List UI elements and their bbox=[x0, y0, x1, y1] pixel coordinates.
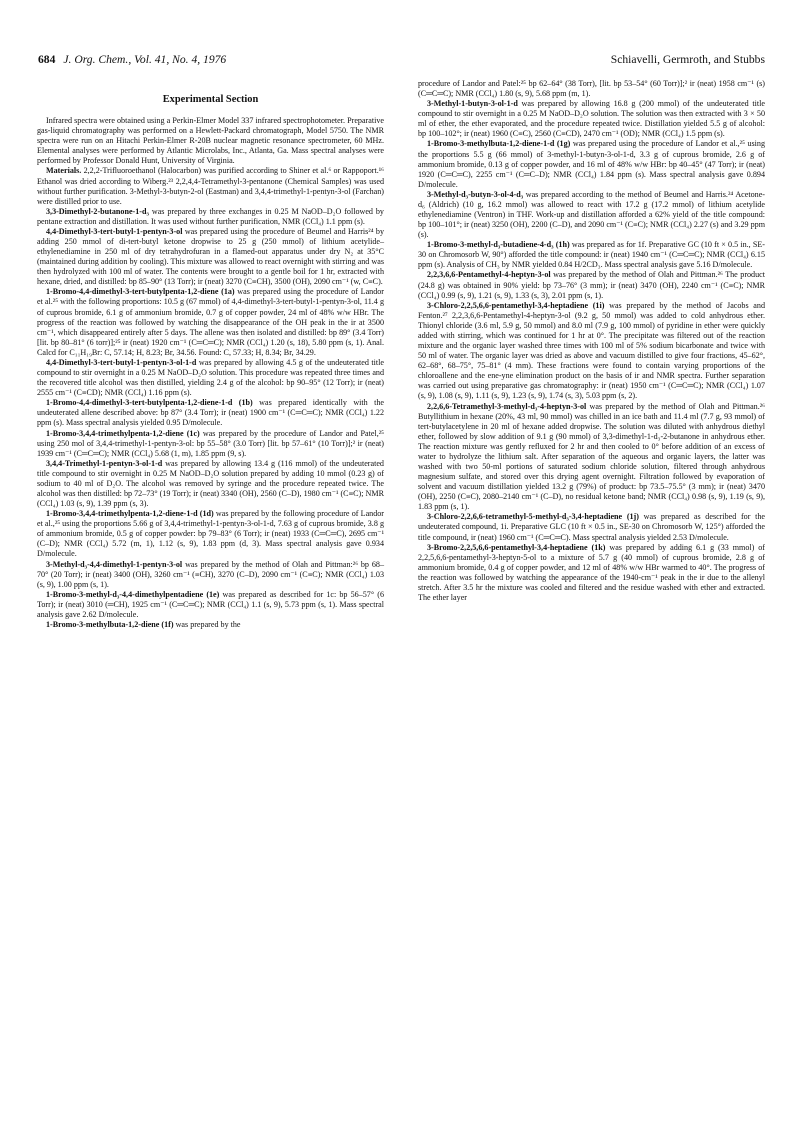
compound-name: 1-Bromo-3,4,4-trimethylpenta-1,2-diene (1c) bbox=[46, 428, 200, 438]
paragraph-text: was prepared using the procedure of Landor et al.,²⁵ using the proportions 5.5 g (66 mmol) of 3-methyl-1-butyn-3-ol-1-d, 3.3 g of cuprous bromide, 2.6 g of ammonium bromide, 0.13 g of copper powder, and 16 ml of 48% w/w HBr: bp 40–45° (47 Torr); ir (neat) 1920 (C═C═C), 2255 cm⁻¹ (C═C–D); NMR (CCl₄) 1.84 ppm (s). Mass spectral analysis gave 0.894 D/molecule. bbox=[418, 139, 765, 189]
compound-name: 4,4-Dimethyl-3-tert-butyl-1-pentyn-3-ol bbox=[46, 226, 183, 236]
paragraph-text: was prepared identically with the undeuterated allene described above: bp 87° (3.4 Torr); ir (neat) 1900 cm⁻¹ (C═C═C); NMR (CCl₄) 1.22 ppm (s). Mass spectral analysis yielded 0.95 D/molecule. bbox=[37, 398, 384, 428]
paragraph bbox=[418, 512, 765, 542]
page-number: 684 bbox=[38, 53, 56, 66]
paragraph bbox=[418, 240, 765, 270]
paragraph bbox=[37, 429, 384, 459]
compound-name: 1-Bromo-4,4-dimethyl-3-tert-butylpenta-1,2-diene (1a) bbox=[46, 287, 235, 297]
compound-name: 3-Chloro-2,2,5,6,6-pentamethyl-3,4-heptadiene (1i) bbox=[427, 300, 605, 310]
paragraph-text: procedure of Landor and Patel:²⁵ bp 62–64° (38 Torr), [lit. bp 53–54° (60 Torr)];² ir (neat) 1958 cm⁻¹ (s) (C═C═C); NMR (CCl₄) 1.80 (s, 9), 5.68 ppm (m, 1). bbox=[418, 79, 765, 99]
paragraph-text: was prepared by adding 6.1 g (33 mmol) of 2,2,5,6,6-pentamethyl-3-heptyn-5-ol to a mixture of 5.7 g (40 mmol) of cuprous bromide, 2.8 g of ammonium bromide, 0.4 g of copper powder, and 12 ml of 48% w/w HBr warmed to 40°. The progress of the reaction was followed by watching the appearance of the 1940-cm⁻¹ peak in the ir due to the allenyl stretch. After 3.5 hr the mixture was cooled and filtered and the residue washed with ether and extracted. The ether layer bbox=[418, 542, 765, 602]
compound-name: 1-Bromo-3-methyl-d₃-4,4-dimethylpentadiene (1e) bbox=[46, 589, 220, 599]
paragraph-text: was prepared by allowing 4.5 g of the undeuterated title compound to stir overnight in a 0.25 M NaOD–D₂O solution. This procedure was repeated three times and the recovered title alcohol was then distilled, yielding 2.4 g of the alcohol: bp 90–95° (12 Torr); ir (neat) 2555 cm⁻¹ (C≡CD); NMR (CCl₄) 1.16 ppm (s). bbox=[37, 357, 384, 398]
paragraph bbox=[418, 543, 765, 603]
paragraph bbox=[37, 560, 384, 590]
compound-name: 4,4-Dimethyl-3-tert-butyl-1-pentyn-3-ol-1-d bbox=[46, 357, 197, 367]
compound-name: 3-Methyl-d₃-butyn-3-ol-4-d₃ bbox=[427, 189, 524, 199]
paragraph bbox=[37, 207, 384, 227]
compound-name: 3-Methyl-1-butyn-3-ol-1-d bbox=[427, 99, 518, 109]
header-authors: Schiavelli, Germroth, and Stubbs bbox=[610, 53, 765, 66]
paragraph bbox=[37, 287, 384, 358]
left-column-body bbox=[37, 116, 384, 630]
paragraph-text: was prepared using the procedure of Beumel and Harris²⁴ by adding 250 mmol of di-tert-butyl ketone dropwise to 25 g (250 mmol) of lithium acetylide–ethylenediamine in 250 ml of dry tetrahydrofuran in a flamed-out apparatus under dry N₂ at 35°C (maintained during addition by cooling). This mixture was allowed to react overnight with stirring and was then hydrolyzed with 100 ml of water. The contents were brought to a gentle boil for 1 hr, extracted with hexane, dried, and distilled: bp 85–90° (13 Torr); ir (neat) 3270 (C≡CH), 3500 (OH), 2090 cm⁻¹ (w, C≡C). bbox=[37, 226, 384, 287]
section-title: Experimental Section bbox=[162, 94, 259, 105]
paragraph bbox=[418, 270, 765, 300]
paragraph-text: was prepared by the procedure of Landor and Patel,²⁵ using 250 mol of 3,4,4-trimethyl-1-pentyn-3-ol: bp 55–58° (3.0 Torr) [lit. bp 57–61° (10 Torr)];² ir (neat) 1939 cm⁻¹ (C═C═C); NMR (CCl₄) 5.68 (1, m), 1.85 ppm (9, s). bbox=[37, 428, 384, 458]
running-header bbox=[38, 53, 765, 69]
paragraph bbox=[418, 99, 765, 139]
paragraph bbox=[37, 459, 384, 509]
paragraph bbox=[418, 79, 765, 99]
paragraph-text: was prepared as for 1f. Preparative GC (10 ft × 0.5 in., SE-30 on Chromosorb W, 90°) afforded the title compound: ir (neat) 1940 cm⁻¹ (C═C═C); NMR (CCl₄) 6.15 ppm (s). Analysis of CH₃ by NMR yielded 0.84 H/2CD₃. Mass spectral analysis gave 5.16 D/molecule. bbox=[418, 240, 766, 270]
paragraph-text: 2,2,2-Trifluoroethanol (Halocarbon) was purified according to Shiner et al.⁶ or Rappoport.¹⁶ Ethanol was dried according to Wiberg.²³ 2,2,4,4-Tetramethyl-3-pentanone (Chemical Samples) was used without further purification. 3-Methyl-3-butyn-2-ol (Eastman) and 3,4,4-trimethyl-1-pentyn-3-ol (Farchan) were distilled prior to use. bbox=[37, 166, 384, 206]
paragraph-text: was prepared as described for 1c: bp 56–57° (6 Torr); ir (neat) 3010 (═CH), 1925 cm⁻¹ (C═C═C); NMR (CCl₄) 1.1 (s, 9), 5.73 ppm (s, 1). Mass spectral analysis gave 2.62 D/molecule. bbox=[37, 589, 384, 619]
compound-name: 1-Bromo-3-methyl-d₃-butadiene-4-d₃ (1h) bbox=[427, 240, 570, 250]
compound-name: 1-Bromo-4,4-dimethyl-3-tert-butylpenta-1,2-diene-1-d (1b) bbox=[46, 398, 253, 408]
paragraph-text: was prepared by the following procedure of Landor et al.,²⁵ using the proportions 5.66 g of 3,4,4-trimethyl-1-pentyn-3-ol-1-d, 7.63 g of cuprous bromide, 3.8 g of ammonium bromide, 0.5 g of copper powder: bp 79–83° (6 Torr); ir (neat) 1933 (C═C═C), 2695 cm⁻¹ (C–D); NMR (CCl₄) 5.72 (m, 1), 1.12 (s, 9), 1.83 ppm (d, 3). Mass spectral analysis gave 0.934 D/molecule. bbox=[37, 509, 384, 559]
paragraph-text: was prepared by the bbox=[175, 619, 241, 629]
paragraph bbox=[37, 590, 384, 620]
left-column bbox=[37, 79, 384, 630]
paragraph bbox=[37, 620, 384, 630]
paragraph bbox=[418, 139, 765, 189]
paragraph bbox=[418, 402, 765, 513]
paragraph bbox=[418, 190, 765, 240]
paragraph bbox=[37, 166, 384, 206]
right-column-body bbox=[418, 79, 765, 603]
paragraph bbox=[418, 301, 765, 402]
paragraph bbox=[37, 509, 384, 559]
paragraph bbox=[37, 358, 384, 398]
compound-name: 2,2,3,6,6-Pentamethyl-4-heptyn-3-ol bbox=[427, 270, 551, 280]
compound-name: 1-Bromo-3,4,4-trimethylpenta-1,2-diene-1-d (1d) bbox=[46, 509, 214, 519]
compound-name: 3,3-Dimethyl-2-butanone-1-d₃ bbox=[46, 206, 149, 216]
journal-citation: J. Org. Chem., Vol. 41, No. 4, 1976 bbox=[63, 53, 227, 66]
paragraph-text: Infrared spectra were obtained using a Perkin-Elmer Model 337 infrared spectrophotometer. Preparative gas-liquid chromatography was performed on a Hewlett-Packard chromatograph, Model 5750. The NMR spectra were run on an Hitachi Perkin-Elmer R-20B nuclear magnetic resonance spectrometer, 60 MHz. Elemental analyses were performed by Atlantic Microlabs, Inc., Atlanta, Ga. Mass spectral analyses were performed by Professor Donald Hunt, University of Virginia. bbox=[37, 116, 384, 166]
compound-name: 3-Bromo-2,2,5,6,6-pentamethyl-3,4-heptadiene (1k) bbox=[427, 542, 606, 552]
compound-name: 1-Bromo-3-methylbuta-1,2-diene (1f) bbox=[46, 619, 174, 629]
compound-name: Materials. bbox=[46, 166, 82, 176]
right-column bbox=[418, 79, 765, 603]
paragraph-text: was prepared using the procedure of Landor et al.²⁵ with the following proportions: 10.5 g (67 mmol) of 4,4-dimethyl-3-tert-butyl-1-pentyn-3-ol, 11.4 g of cuprous bromide, 6.1 g of ammonium bromide, 0.7 g of copper powder, 24 ml of 48% w/w HBr. The progress of the reaction was followed by watching the disappearance of the OH peak in the ir at 3500 cm⁻¹, which disappeared entirely after 5 days. The allene was then isolated and distilled: bp 89° (3.4 Torr) [lit. bp 80–81° (6 torr)];²⁵ ir (neat) 1920 cm⁻¹ (C═C═C); NMR (CCl₄) 1.20 (s, 18), 5.80 ppm (s, 1). Anal. Calcd for C₁₁H₁₉Br: C, 57.14; H, 8.23; Br, 34.56. Found: C, 57.33; H, 8.34; Br, 34.29. bbox=[37, 287, 385, 357]
paragraph-text: was prepared by the method of Olah and Pittman.²⁶ The product (24.8 g) was obtained in 90% yield: bp 73–76° (3 mm); ir (neat) 3470 (OH), 2240 cm⁻¹ (C≡C); NMR (CCl₄) 0.99 (s, 9), 1.21 (s, 9), 1.33 (s, 3), 2.01 ppm (s, 1). bbox=[418, 270, 765, 300]
paragraph-text: was prepared by allowing 13.4 g (116 mmol) of the undeuterated title compound to stir overnight in 0.25 M NaOD–D₂O solution prepared by adding 10 mmol (0.23 g) of sodium to 40 ml of D₂O. The alcohol was removed by syringe and the procedure repeated twice. The alcohol was then distilled: bp 72–73° (19 Torr); ir (neat) 3340 (OH), 2560 (C–D), 1980 cm⁻¹ (C≡C); NMR (CCl₄) 1.03 (s, 9), 1.39 ppm (s, 3). bbox=[37, 458, 384, 509]
paragraph bbox=[37, 398, 384, 428]
paragraph-text: was prepared by three exchanges in 0.25 M NaOD–D₂O followed by pentane extraction and distillation. It was used without further purification, NMR (CCl₄) 1.1 ppm (s). bbox=[37, 206, 384, 226]
paragraph-text: was prepared by the method of Olah and Pittman.²⁶ Butyllithium in hexane (20%, 43 ml, 90 mmol) was chilled in an ice bath and 11.4 ml (7.7 g, 93 mmol) of tert-butylacetylene in 20 ml of hexane added dropwise. The solution was diluted with anhydrous diethyl ether, followed by slow addition of 9.1 g (90 mmol) of 3,3-dimethyl-1-d₃-2-butanone in anhydrous ether. The reaction mixture was gently refluxed for 2 hr and then cooled to 0° before addition of an excess of water to hydrolyze the lithium salt. After separation of the aqueous and organic layers, the latter was washed with two 50-ml portions of saturated sodium chloride solution, filtered through anhydrous magnesium sulfate, and stored over this drying agent overnight. Filtration followed by evaporation of solvent and vacuum distillation yielded 13.2 g (79%) of product: bp 73.5–75.5° (3 mm); ir (neat) 3470 (OH), 2250 (C≡C), 2080–2140 cm⁻¹ (C–D), no residual ketone band; NMR (CCl₄) 0.98 (s, 9), 1.19 (s, 9), 1.83 ppm (s, 1). bbox=[418, 401, 765, 512]
compound-name: 3-Methyl-d₃-4,4-dimethyl-1-pentyn-3-ol bbox=[46, 559, 183, 569]
paragraph bbox=[37, 116, 384, 166]
paragraph-text: was prepared by the method of Jacobs and Fenton.²⁷ 2,2,3,6,6-Pentamethyl-4-heptyn-3-ol (9.2 g, 50 mmol) was added to cold anhydrous ether. Thionyl chloride (3.6 ml, 5.9 g, 50 mmol) and 8.0 ml (7.9 g, 100 mmol) of pyridine in ether were quickly added with stirring, which was continued for 1 hr at 0°. The precipitate was filtered out of the reaction mixture and the organic layer washed three times with 100 ml of 5% sodium bicarbonate and twice with 50 ml of water. The organic layer was dried as above and vacuum distilled to give four fractions, 45–62°, 62–68°, 68–75°, 75–81° (4 mm). These fractions were found to contain varying proportions of the chloroallene and the ene-yne elimination product on the basis of ir and NMR spectra. Further separation was carried out using preparative gas chromatography: ir (neat) 1950 cm⁻¹ (C═C═C); NMR (CCl₄) 1.07 (s, 9), 1.08 (s, 9), 1.11 (s, 9), 1.23 (s, 9), 1.74 (s, 3), 5.03 ppm (s, 2). bbox=[418, 300, 765, 401]
paragraph-text: was prepared according to the method of Beumel and Harris.²⁴ Acetone-d₆ (Aldrich) (10 g, 16.2 mmol) was allowed to react with 17.2 g (17.2 mmol) of lithium acetylide ethylenediamine (Ventron) in THF. Work-up and distillation afforded a 62% yield of the title compound: bp 100–101°; ir (neat) 3250 (OH), 2200 (C–D), and 2090 cm⁻¹ (C≡C); NMR (CCl₄) 2.27 (s) and 3.29 ppm (s). bbox=[418, 189, 765, 240]
paragraph-text: was prepared by allowing 16.8 g (200 mmol) of the undeuterated title compound to stir overnight in a 0.25 M NaOD–D₂O solution. The solution was then extracted with 3 × 50 ml of ether, the ether evaporated, and the procedure repeated twice. Distillation yielded 5.5 g of alcohol: bp 100–102°; ir (neat) 1960 (C≡C), 2560 (C≡CD), 2470 cm⁻¹ (OD); NMR (CCl₄) 1.5 ppm (s). bbox=[418, 99, 765, 139]
paragraph-text: was prepared by the method of Olah and Pittman:²⁶ bp 68–70° (20 Torr); ir (neat) 3400 (OH), 3260 cm⁻¹ (≡CH), 3270 (C–D), 2090 cm⁻¹ (C≡C); NMR (CCl₄) 1.03 (s, 9), 1.00 ppm (s, 1). bbox=[37, 559, 384, 589]
compound-name: 3,4,4-Trimethyl-1-pentyn-3-ol-1-d bbox=[46, 458, 163, 468]
compound-name: 3-Chloro-2,2,6,6-tetramethyl-5-methyl-d₃-3,4-heptadiene (1j) bbox=[427, 512, 639, 522]
paragraph bbox=[37, 227, 384, 287]
paragraph-text: was prepared as described for the undeuterated compound, 1i. Preparative GLC (10 ft × 0.5 in., SE-30 on Chromosorb W, 125°) afforded the title compound, ir (neat) 1960 cm⁻¹ (C═C═C). Mass spectral analysis yielded 2.53 D/molecule. bbox=[418, 512, 765, 542]
compound-name: 1-Bromo-3-methylbuta-1,2-diene-1-d (1g) bbox=[427, 139, 571, 149]
compound-name: 2,2,6,6-Tetramethyl-3-methyl-d₃-4-heptyn-3-ol bbox=[427, 401, 587, 411]
header-left bbox=[38, 53, 226, 66]
